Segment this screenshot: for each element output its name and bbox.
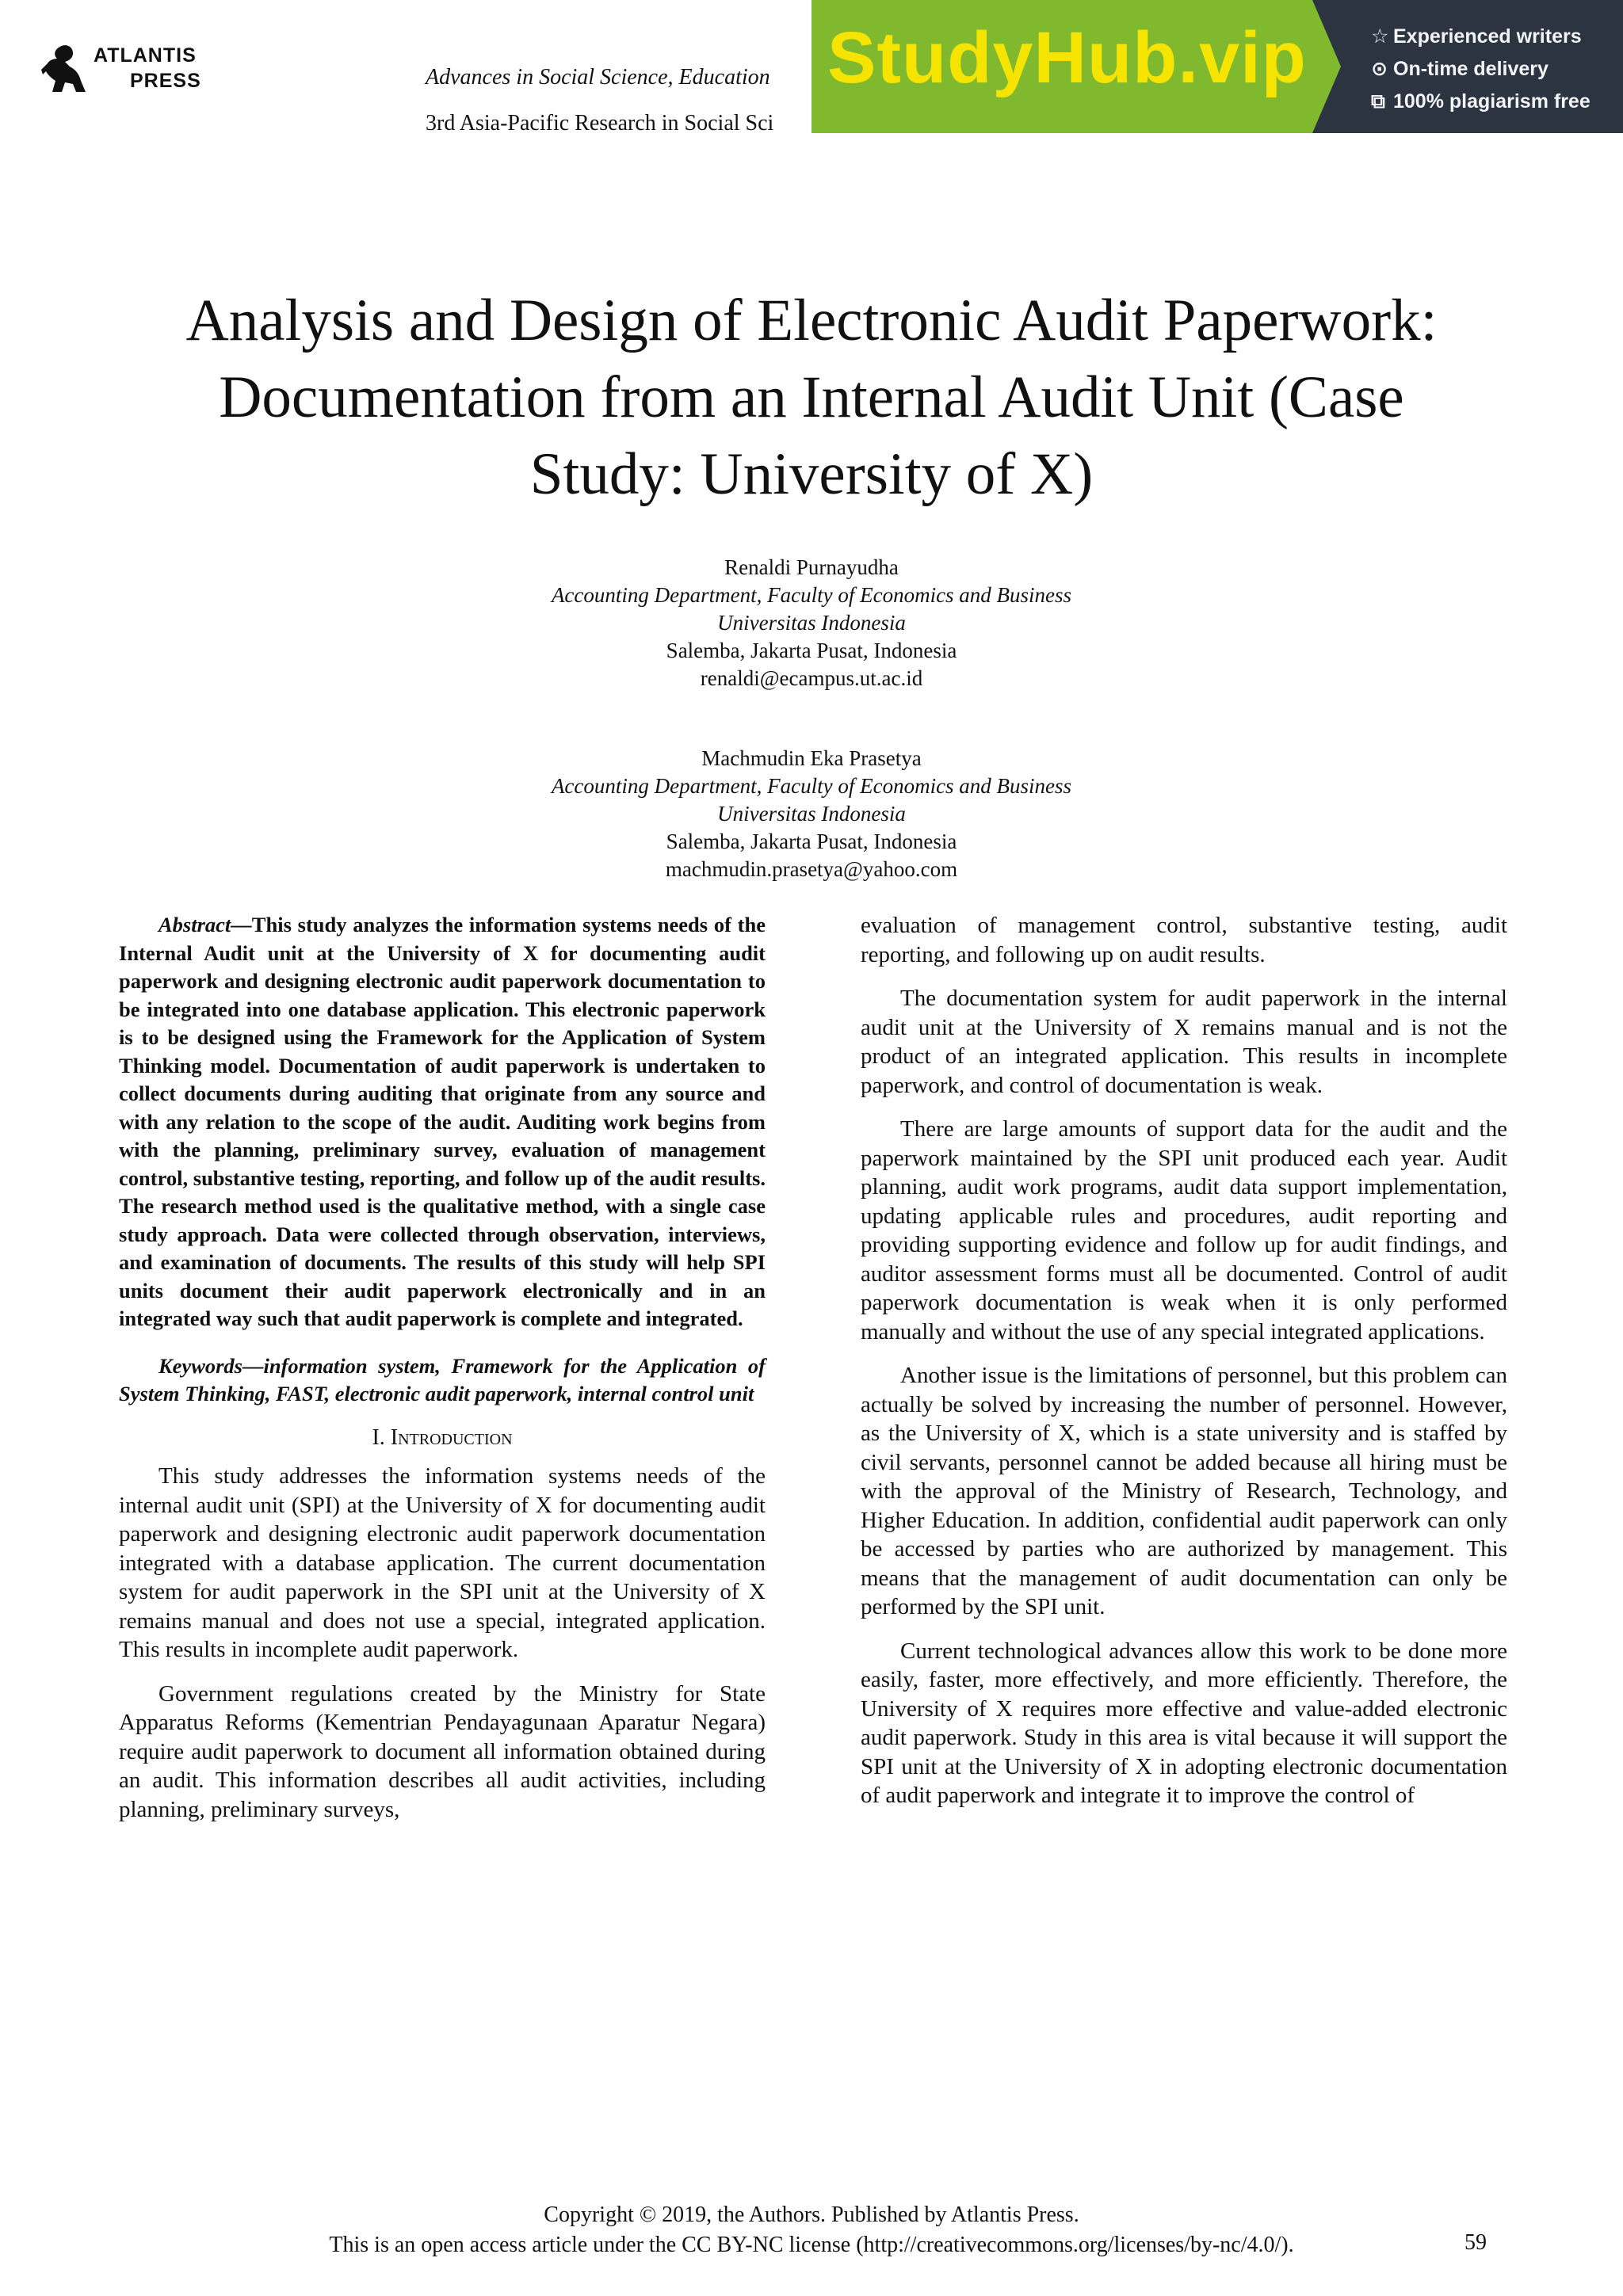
star-icon: ☆ [1371,25,1389,48]
author-dept: Accounting Department, Faculty of Economics and Business [551,583,1072,607]
page-number: 59 [1465,2230,1487,2255]
banner-brand-panel [812,0,1312,133]
conference-header: 3rd Asia-Pacific Research in Social Sci [426,111,774,135]
abstract: Abstract—This study analyzes the information systems needs of the Internal Audit unit at the University of X for documenting audit paperwork and designing electronic audit paperwork documentation to be integrated into one database application. This electronic paperwork is to be designed using the Framework for the Application of System Thinking model. Documentation of audit paperwork is undertaken to collect documents during auditing that originate from any source and with any relation to the scope of the audit. Auditing work begins from with the planning, preliminary survey, evaluation of management control, substantive testing, reporting, and follow up of the audit results. The research method used is the qualitative method, with a single case study approach. Data were collected through observation, interviews, and examination of documents. The results of this study will help SPI units document their audit paperwork electronically and in an integrated way such that audit paperwork is complete and integrated. [119,913,766,1330]
logo-line2: PRESS [130,70,201,92]
banner-brand[interactable]: StudyHub.vip [827,17,1307,98]
atlantis-press-logo [41,40,223,103]
body-paragraph: evaluation of management control, substantive testing, audit reporting, and following up on audit results. [861,913,1507,967]
author-dept: Accounting Department, Faculty of Economics and Business [551,774,1072,798]
body-paragraph: This study addresses the information systems needs of the internal audit unit (SPI) at the University of X for documenting audit paperwork and designing electronic audit paperwork documentation integrated with a database application. The current documentation system for audit paperwork in the SPI unit at the University of X remains manual and does not use a special, integrated application. This results in incomplete audit paperwork. [119,1463,766,1662]
author-block [415,745,1208,883]
license-line: This is an open access article under the CC BY-NC license (http://creativecommons.org/licenses/by-nc/4.0/). [329,2233,1294,2257]
author-university: Universitas Indonesia [717,802,906,826]
copy-icon: ⧉ [1371,90,1385,113]
author-location: Salemba, Jakarta Pusat, Indonesia [666,830,957,853]
author-name: Machmudin Eka Prasetya [701,746,922,770]
author-university: Universitas Indonesia [717,611,906,635]
journal-header: Advances in Social Science, Education [426,65,770,90]
banner-feature: ☆ Experienced writers [1371,21,1623,53]
body-paragraph: Government regulations created by the Ministry for State Apparatus Reforms (Kementrian Pendayagunaan Aparatur Negara) require audit paperwork to document all information obtained during an audit. This information describes all audit activities, including planning, preliminary surveys, [119,1680,766,1822]
banner-feature: ⊙ On-time delivery [1371,53,1623,86]
paper-title: Analysis and Design of Electronic Audit Paperwork: Documentation from an Internal Audit Unit (Case Study: University of X) [185,288,1438,507]
copyright-line: Copyright © 2019, the Authors. Published by Atlantis Press. [544,2203,1079,2227]
section-heading: I. Introduction [372,1425,513,1450]
body-paragraph: The documentation system for audit paperwork in the internal audit unit at the University of X remains manual and is not the product of an integrated application. This results in incomplete paperwork, and control of documentation is weak. [861,986,1507,1098]
studyhub-banner[interactable] [812,0,1623,133]
body-paragraph: Current technological advances allow this work to be done more easily, faster, more effectively, and more efficiently. Therefore, the University of X requires more effective and value-added electronic audit paperwork. Study in this area is vital because it will support the SPI unit at the University of X in adopting electronic documentation of audit paperwork and integrate it to improve the control of [861,1638,1507,1808]
author-email[interactable]: machmudin.prasetya@yahoo.com [665,857,958,881]
left-column [119,911,766,1839]
banner-features [1312,0,1623,133]
author-email[interactable]: renaldi@ecampus.ut.ac.id [700,666,923,690]
body-paragraph: Another issue is the limitations of personnel, but this problem can actually be solved by increasing the number of personnel. However, as the University of X, which is a state university and is staffed by civil servants, personnel cannot be added because all hiring must be with the approval of the Ministry of Research, Technology, and Higher Education. In addition, confidential audit paperwork can only be accessed by parties who are authorized by management. This means that the management of audit documentation can only be performed by the SPI unit. [861,1363,1507,1619]
author-block [415,554,1208,692]
author-name: Renaldi Purnayudha [724,555,899,579]
keywords: Keywords—information system, Framework for the Application of System Thinking, FAST, electronic audit paperwork, internal control unit [119,1353,766,1405]
author-location: Salemba, Jakarta Pusat, Indonesia [666,639,957,662]
thinker-logo-icon [41,43,87,95]
body-paragraph: There are large amounts of support data for the audit and the paperwork maintained by the SPI unit produced each year. Audit planning, audit work programs, audit data support implementation, updating applicable rules and procedures, audit reporting and providing supporting evidence and follow up for audit findings, and auditor assessment forms must all be documented. Control of audit paperwork documentation is weak when it is only performed manually and without the use of any special integrated applications. [861,1116,1507,1344]
logo-line1: ATLANTIS [94,44,197,67]
banner-feature: ⧉ 100% plagiarism free [1371,86,1623,118]
clock-icon: ⊙ [1371,58,1388,80]
right-column [861,911,1507,1825]
